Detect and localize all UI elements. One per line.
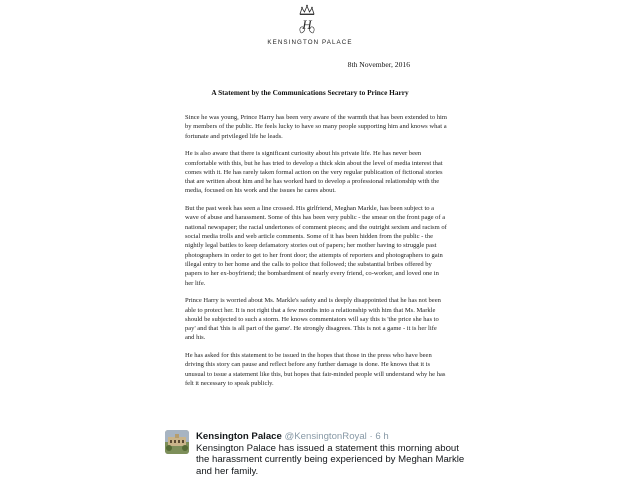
tweet-header <box>196 431 389 442</box>
tweet-author-handle[interactable]: @KensingtonRoyal <box>284 431 367 442</box>
crest-monogram: H <box>302 17 312 32</box>
tweet-text: Kensington Palace has issued a statement this morning about the harassment currently being experienced by Meghan Markle and her family. <box>196 443 465 477</box>
tweet-timestamp[interactable]: 6 h <box>375 431 389 442</box>
statement-paragraph: But the past week has seen a line crossed. His girlfriend, Meghan Markle, has been subject to a wave of abuse and harassment. Some of this has been very public - the smear on the front page of a national newspaper; the racial undertones of comment pieces; and the outright sexism and racism of social media trolls and web article comments. Some of it has been hidden from the public - the nightly legal battles to keep defamatory stories out of papers; her mother having to struggle past photographers in order to get to her front door; the attempts of reporters and photographers to gain illegal entry to her home and the calls to police that followed; the substantial bribes offered by papers to her ex-boyfriend; the bombardment of nearly every friend, co-worker, and loved one in her life. <box>185 205 447 287</box>
statement-body <box>185 113 447 397</box>
statement-paragraph: Since he was young, Prince Harry has been very aware of the warmth that has been extended to him by members of the public. He feels lucky to have so many people supporting him and knows what a fortunate and privileged life he leads. <box>185 114 447 140</box>
royal-monogram-crest-icon <box>290 3 324 37</box>
tweet-author-name[interactable]: Kensington Palace <box>196 431 282 442</box>
kensington-palace-avatar-icon[interactable] <box>165 430 189 454</box>
statement-paragraph: He is also aware that there is significant curiosity about his private life. He has never been comfortable with this, but he has tried to develop a thick skin about the level of media interest that comes with it. He has rarely taken formal action on the very regular publication of fictional stories that are written about him and he has worked hard to develop a professional relationship with the media, focused on his work and the issues he cares about. <box>185 150 443 195</box>
statement-paragraph: Prince Harry is worried about Ms. Markle's safety and is deeply disappointed that he has not been able to protect her. It is not right that a few months into a relationship with him that Ms. Markle should be subjected to such a storm. He knows commentators will say this is 'the price she has to pay' and that 'this is all part of the game'. He strongly disagrees. This is not a game - it is her life and his. <box>185 297 441 342</box>
tweet-separator: · <box>369 431 373 442</box>
letterhead-name: KENSINGTON PALACE <box>267 39 353 46</box>
statement-title: A Statement by the Communications Secretary to Prince Harry <box>211 88 409 97</box>
statement-date: 8th November, 2016 <box>347 60 410 69</box>
statement-paragraph: He has asked for this statement to be issued in the hopes that those in the press who have been driving this story can pause and reflect before any further damage is done. He knows that it is unusual to issue a statement like this, but hopes that fair-minded people will understand why he has felt it necessary to speak publicly. <box>185 352 446 387</box>
tweet[interactable] <box>0 418 620 481</box>
